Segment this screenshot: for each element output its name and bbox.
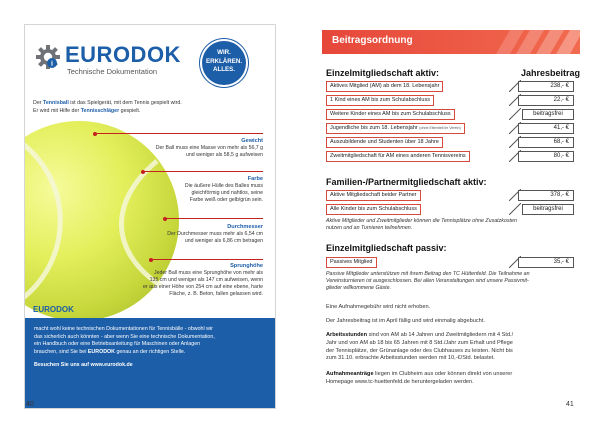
leader-dot-weight	[93, 132, 97, 136]
fee-row-label: Auszubildende und Studenten über 18 Jahre	[326, 137, 443, 148]
fee-row-label: Aktives Mitglied (AM) ab dem 18. Lebensjahr	[326, 81, 443, 92]
fee-row	[326, 123, 574, 133]
fee-row-value: 35,- €	[518, 257, 574, 268]
fee-row	[326, 151, 574, 161]
eurodok-logo	[35, 42, 215, 82]
fee-row-value: beitragsfrei	[522, 204, 574, 215]
annotation-diameter: Durchmesser Der Durchmesser muss mehr als 6,54 cm und weniger als 6,86 cm betragen	[145, 224, 263, 245]
passive-membership-note: Passive Mitglieder unterstützen mit ihrem Beitrag den TC Hüttenfeld. Die Teilnahme an Vereinsturnieren ist ausgeschlossen. Bei allen Veranstaltungen sind unsere Passivmit- glieder willkommene Gäste.	[326, 271, 530, 291]
fee-row-label: Weitere Kinder eines AM bis zum Schulabschluss	[326, 109, 455, 120]
badge-line-2: ERKLÄREN.	[205, 57, 243, 65]
ad-info-box	[25, 318, 275, 408]
annotation-heading: Durchmesser	[227, 224, 263, 230]
ad-website-link[interactable]: Besuchen Sie uns auf www.eurodok.de	[34, 362, 133, 369]
leader-line-bounce	[151, 259, 263, 260]
paragraph-work-hours: Arbeitsstunden sind von AM ab 14 Jahren und Zweitmitgliedern mit 4 Std./ Jahr und von AM ab 18 bis 65 Jahren mit 8 Std./Jahr zum Erhalt und Pflege der Tennisplätze, der Grünanlage oder des Clubhauses zu leisten. Nicht bis zum 31.10. erbrachte Arbeitsstunden werden mit 10,-€/Std. belastet.	[326, 332, 514, 362]
right-page	[300, 0, 600, 425]
leader-dot-color	[141, 170, 145, 174]
fee-row-label: Zweitmitgliedschaft für AM eines anderen Tennisvereins	[326, 151, 470, 162]
badge-line-1: WIR.	[217, 49, 231, 56]
paragraph-applications: Aufnahmeanträge liegen im Clubheim aus oder können direkt von unserer Homepage www.tc-huettenfeld.de heruntergeladen werden.	[326, 371, 513, 385]
fee-row-value: 22,- €	[518, 95, 574, 106]
leader-dot-diameter	[163, 217, 167, 221]
banner-title: Beitragsordnung	[332, 35, 413, 46]
intro-text: Der Tennisball ist das Spielgerät, mit dem Tennis gespielt wird. Er wird mit Hilfe der Tennisschläger gespielt.	[33, 100, 182, 114]
fee-row	[326, 137, 574, 147]
annotation-heading: Farbe	[247, 176, 263, 182]
slash-decoration	[509, 203, 521, 215]
annotation-weight: Gewicht Der Ball muss eine Masse von mehr als 56,7 g und weniger als 58,5 g aufweisen	[145, 138, 263, 159]
leader-line-weight	[95, 133, 263, 134]
fee-row-value: 41,- €	[518, 123, 574, 134]
page-number-right: 41	[566, 401, 574, 408]
leader-line-diameter	[165, 218, 263, 219]
fee-row-value: beitragsfrei	[522, 109, 574, 120]
fee-row	[326, 257, 574, 267]
fee-row	[326, 109, 574, 119]
section-title-individual-passive: Einzelmitgliedschaft passiv:	[326, 243, 447, 253]
logo-name: EURODOK	[65, 42, 181, 67]
paragraph-annual-fee-due: Der Jahresbeitrag ist im April fällig und wird einmalig abgebucht.	[326, 318, 485, 324]
slash-decoration	[509, 108, 521, 120]
paragraph-admission-fee: Eine Aufnahmegebühr wird nicht erhoben.	[326, 304, 431, 310]
gear-icon	[35, 44, 61, 70]
annotation-color: Farbe Die äußere Hülle des Balles muss gleichförmig und nahtlos, seine Farbe weiß oder gelb/grün sein.	[145, 176, 263, 204]
logo-subtitle: Technische Dokumentation	[67, 67, 158, 76]
annotation-bounce: Sprunghöhe Jeder Ball muss eine Sprunghöhe von mehr als 135 cm und weniger als 147 cm aufweisen, wenn er aus einer Höhe von 254 cm auf eine ebene, harte Fläche, z. B. Beton, fallen gelassen wird.	[85, 263, 263, 298]
column-header-annual-fee: Jahresbeitrag	[520, 68, 580, 78]
fee-row-label: Passives Mitglied	[326, 257, 377, 268]
fee-row-value: 378,- €	[518, 190, 574, 201]
eurodok-advertisement	[24, 24, 276, 409]
fee-row-label: Aktive Mitgliedschaft beider Partner	[326, 190, 421, 201]
slogan-badge	[202, 41, 246, 85]
intro-term-ball: Tennisball	[43, 100, 69, 106]
section-title-individual-active: Einzelmitgliedschaft aktiv:	[326, 68, 440, 78]
fee-row	[326, 204, 574, 214]
section-title-family-active: Familien-/Partnermitgliedschaft aktiv:	[326, 177, 487, 187]
fee-row	[326, 95, 574, 105]
banner-stripes-decoration	[490, 30, 580, 54]
fee-row	[326, 190, 574, 200]
ad-info-text: macht wohl keine technischen Dokumentationen für Tennisbälle - obwohl wir das sicherlich auch könnten - aber wenn Sie eine technische Dokumentation, ein Handbuch oder eine Betriebsanleitung für Maschinen oder Anlagen brauchen, sind Sie bei EURODOK genau an der richtigen Stelle.	[34, 326, 215, 355]
fee-row	[326, 81, 574, 91]
intro-term-racket: Tennisschläger	[80, 107, 120, 114]
fee-row-label: Alle Kinder bis zum Schulabschluss	[326, 204, 421, 215]
family-membership-note: Aktive Mitglieder und Zweitmitglieder können die Tennisplätze ohne Zusatzkosten nutzen und an Turnieren teilnehmen.	[326, 218, 517, 231]
fee-row-label: Jugendliche bis zum 18. Lebensjahr (ohne Elternteil im Verein)	[326, 123, 465, 134]
fee-row-value: 80,- €	[518, 151, 574, 162]
page-number-left: 40	[26, 401, 34, 408]
section-banner	[322, 30, 580, 54]
ad-brand-heading: EURODOK	[33, 305, 74, 314]
leader-line-color	[143, 171, 263, 172]
annotation-heading: Sprunghöhe	[230, 263, 263, 269]
annotation-heading: Gewicht	[241, 138, 263, 144]
fee-row-value: 68,- €	[518, 137, 574, 148]
fee-row-note: (ohne Elternteil im Verein)	[419, 126, 461, 130]
svg-text:i: i	[51, 59, 53, 68]
leader-dot-bounce	[149, 258, 153, 262]
fee-row-value: 238,- €	[518, 81, 574, 92]
badge-line-3: ALLES.	[212, 66, 235, 73]
fee-row-label: 1 Kind eines AM bis zum Schulabschluss	[326, 95, 434, 106]
